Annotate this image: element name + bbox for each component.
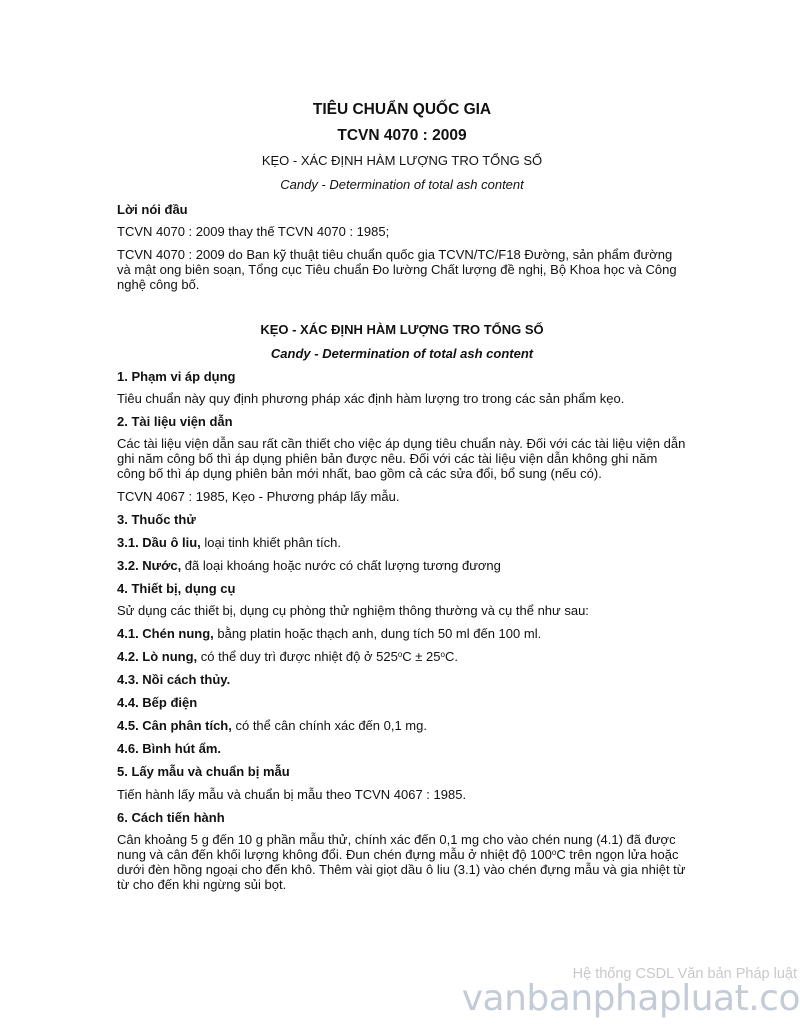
paragraph-text: C trên ngọn lửa hoặc dưới đèn hồng ngoại cho đến khô. Thêm vài giọt dầu ô liu (3.1) vào chén đựng mẫu và gia nhiệt từ từ cho đến khi ngừng sủi bọt. [117,847,686,892]
foreword-heading: Lời nói đầu [117,202,188,217]
watermark-logo-text: vanbanphapluat.co [461,978,800,1019]
section-3-item-1 [117,535,687,550]
degree-superscript: o [397,650,403,659]
item-text: bằng platin hoặc thạch anh, dung tích 50 ml đến 100 ml. [213,626,542,641]
section-4-item-4: 4.4. Bếp điện [117,695,198,710]
section-4-item-5 [117,718,687,733]
item-text: C ± 25 [402,649,441,664]
section-4-item-6: 4.6. Bình hút ẩm. [117,741,222,756]
item-label: 3.2. Nước, [117,558,182,573]
item-text: loại tinh khiết phân tích. [200,535,341,550]
item-label: 4.5. Cân phân tích, [117,718,232,733]
section-4-heading: 4. Thiết bị, dụng cụ [117,581,236,596]
degree-superscript: o [440,650,445,659]
section-5-heading: 5. Lấy mẫu và chuẩn bị mẫu [117,764,290,779]
item-text: có thể cân chính xác đến 0,1 mg. [231,718,427,733]
section-4-item-2 [117,649,687,664]
section-3-heading: 3. Thuốc thử [117,512,196,527]
section-1-heading: 1. Phạm vi áp dụng [117,369,236,384]
paragraph-text: Cân khoảng 5 g đến 10 g phần mẫu thử, chính xác đến 0,1 mg cho vào chén nung (4.1) đã được nung và cân đến khối lượng không đổi. Đun chén đựng mẫu ở nhiệt độ 100 [117,832,676,862]
foreword-paragraph-1: TCVN 4070 : 2009 thay thế TCVN 4070 : 1985; [117,224,390,239]
section-3-item-2 [117,558,687,573]
section-4-item-1 [117,626,687,641]
item-text: có thể duy trì được nhiệt độ ở 525 [197,649,398,664]
item-label: 4.1. Chén nung, [117,626,214,641]
item-label: 4.2. Lò nung, [117,649,198,664]
standard-code: TCVN 4070 : 2009 [337,127,467,144]
section-2-paragraph-1: Các tài liệu viện dẫn sau rất cần thiết cho việc áp dụng tiêu chuẩn này. Đối với các tài liệu viện dẫn ghi năm công bố thì áp dụng phiên bản được nêu. Đối với các tài liệu viện dẫn không ghi năm công bố thì áp dụng phiên bản mới nhất, bao gồm cả các sửa đổi, bổ sung (nếu có). [117,436,686,481]
section-6-text [117,832,687,892]
subtitle-vietnamese: KẸO - XÁC ĐỊNH HÀM LƯỢNG TRO TỔNG SỐ [261,153,543,168]
section-4-intro: Sử dụng các thiết bị, dụng cụ phòng thử nghiệm thông thường và cụ thể như sau: [117,603,589,618]
document-title: TIÊU CHUẨN QUỐC GIA [312,101,492,118]
watermark-caption: Hệ thống CSDL Văn bản Pháp luật [572,966,797,982]
body-title-vietnamese: KẸO - XÁC ĐỊNH HÀM LƯỢNG TRO TỔNG SỐ [260,322,544,337]
degree-superscript: o [551,848,557,857]
body-title-english: Candy - Determination of total ash content [270,346,534,361]
item-text: C. [444,649,458,664]
section-4-item-3: 4.3. Nồi cách thủy. [117,672,231,687]
foreword-paragraph-2: TCVN 4070 : 2009 do Ban kỹ thuật tiêu chuẩn quốc gia TCVN/TC/F18 Đường, sản phẩm đường và mật ong biên soạn, Tổng cục Tiêu chuẩn Đo lường Chất lượng đề nghị, Bộ Khoa học và Công nghệ công bố. [117,247,677,292]
section-2-heading: 2. Tài liệu viện dẫn [117,414,233,429]
section-6-heading: 6. Cách tiến hành [117,810,225,825]
item-text: đã loại khoáng hoặc nước có chất lượng tương đương [181,558,501,573]
section-1-text: Tiêu chuẩn này quy định phương pháp xác định hàm lượng tro trong các sản phẩm kẹo. [117,391,625,406]
section-5-text: Tiến hành lấy mẫu và chuẩn bị mẫu theo TCVN 4067 : 1985. [117,787,467,802]
subtitle-english: Candy - Determination of total ash content [280,177,524,192]
item-label: 3.1. Dầu ô liu, [117,535,201,550]
section-2-paragraph-2: TCVN 4067 : 1985, Kẹo - Phương pháp lấy mẫu. [117,489,400,504]
